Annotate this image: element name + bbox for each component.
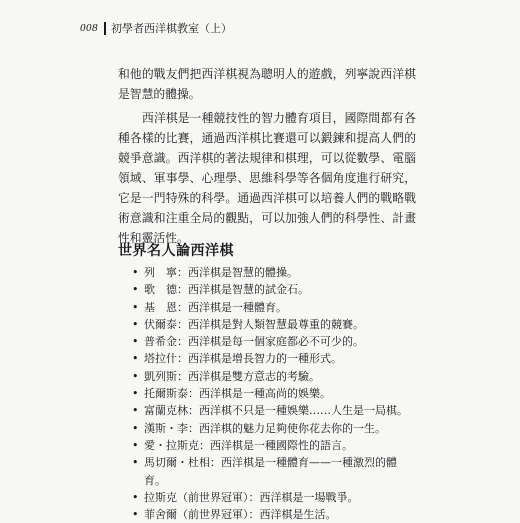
list-item — [132, 264, 422, 281]
bullet-icon: • — [132, 387, 139, 401]
list-item — [132, 316, 422, 333]
list-item — [132, 402, 422, 419]
bullet-icon: • — [132, 283, 139, 297]
quote-text: 托爾斯泰：西洋棋是一種高尚的娛樂。 — [144, 387, 331, 401]
section-heading: 世界名人論西洋棋 — [118, 243, 234, 259]
quote-text: 基 恩：西洋棋是一種體育。 — [144, 300, 287, 314]
bullet-icon: • — [132, 266, 139, 279]
quote-text: 菲舍爾（前世界冠軍）：西洋棋是生活。 — [144, 508, 337, 522]
list-item — [132, 333, 422, 350]
list-item — [132, 506, 422, 523]
bullet-icon: • — [132, 456, 139, 470]
list-item — [132, 350, 422, 367]
list-item — [132, 437, 422, 454]
paragraph-2: 西洋棋是一種競技性的智力體育項目，國際間都有各種各樣的比賽，通過西洋棋比賽還可以鍛鍊和提高人們的競爭意識。西洋棋的著法規律和棋理，可以從數學、電腦領域、軍事學、心理學、思維科學等各個角度進行研究，它是一門特殊的科學。通過西洋棋可以培養人們的戰略戰術意識和注重全局的觀點，可以加強人們的科學性、計畫性和靈活性。 — [118, 111, 416, 245]
quote-text: 歌 德：西洋棋是智慧的試金石。 — [144, 283, 309, 297]
bullet-icon: • — [132, 317, 139, 331]
bullet-icon: • — [132, 352, 139, 366]
list-item — [132, 489, 422, 506]
paragraph-1: 和他的戰友們把西洋棋視為聰明人的遊戲，列寧說西洋棋是智慧的體操。 — [118, 67, 416, 101]
quote-text: 富蘭克林：西洋棋不只是一種娛樂……人生是一局棋。 — [144, 404, 408, 418]
bullet-icon: • — [132, 335, 139, 349]
bullet-icon: • — [132, 421, 139, 435]
quote-text: 愛・拉斯克：西洋棋是一種國際性的語言。 — [144, 438, 353, 452]
bullet-icon: • — [132, 508, 139, 522]
bullet-icon: • — [132, 490, 139, 504]
quote-text: 凱列斯：西洋棋是雙方意志的考驗。 — [144, 369, 320, 383]
list-item — [132, 385, 422, 402]
page-header — [80, 20, 232, 36]
bullet-icon: • — [132, 369, 139, 383]
quote-text-wrapped — [144, 454, 422, 489]
list-item — [132, 281, 422, 298]
quote-text: 漢斯・李：西洋棋的魅力足夠使你花去你的一生。 — [144, 421, 386, 435]
list-item — [132, 420, 422, 437]
list-item — [132, 454, 422, 489]
bullet-icon: • — [132, 300, 139, 314]
bullet-icon: • — [132, 404, 139, 418]
quote-list — [132, 264, 422, 523]
bullet-icon: • — [132, 438, 139, 452]
quote-text: 馬切爾・杜相：西洋棋是一種體育——一種激烈的體 — [144, 456, 397, 470]
quote-text: 拉斯克（前世界冠軍）：西洋棋是一場戰爭。 — [144, 490, 359, 504]
list-item — [132, 299, 422, 316]
quote-text-continuation: 育。 — [144, 473, 166, 487]
quote-text: 伏爾泰：西洋棋是對人類智慧最尊重的競賽。 — [144, 317, 364, 331]
list-item — [132, 368, 422, 385]
running-title: 初學者西洋棋教室（上） — [111, 22, 232, 35]
quote-text: 普希金：西洋棋是每一個家庭都必不可少的。 — [144, 335, 364, 349]
header-divider — [104, 22, 106, 35]
quote-text: 列 寧：西洋棋是智慧的體操。 — [144, 266, 298, 279]
page-number: 008 — [80, 22, 98, 34]
quote-text: 塔拉什：西洋棋是增長智力的一種形式。 — [144, 352, 342, 366]
